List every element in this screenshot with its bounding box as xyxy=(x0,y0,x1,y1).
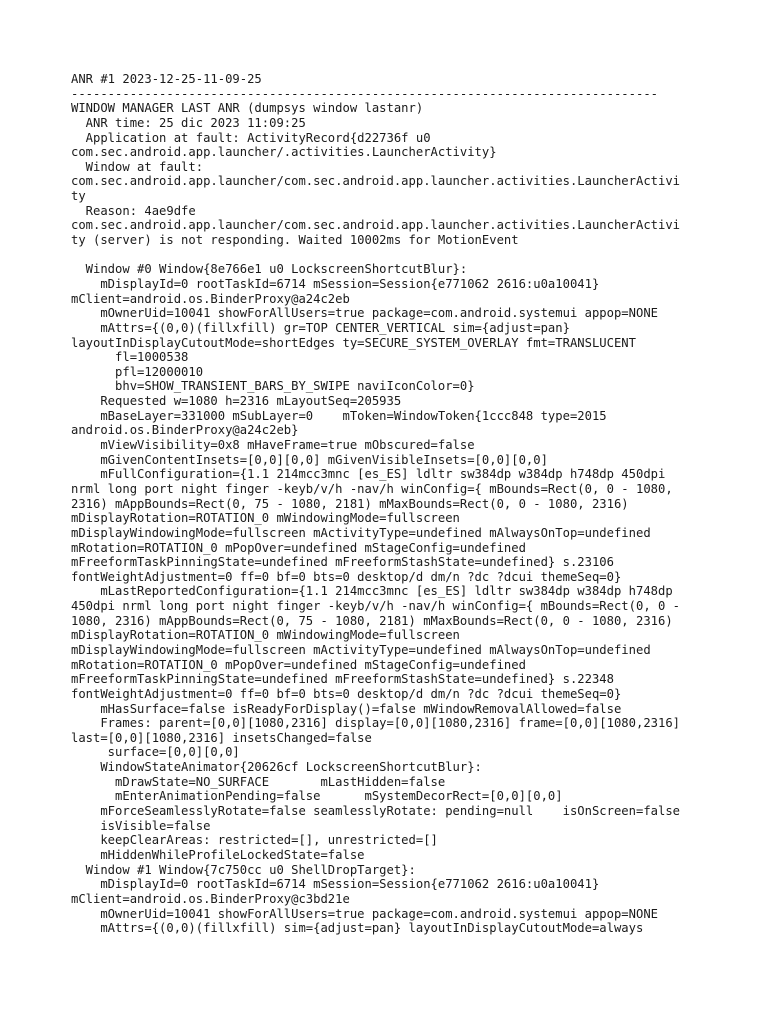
doc-line: mDisplayWindowingMode=fullscreen mActivityType=undefined mAlwaysOnTop=undefined xyxy=(71,642,651,657)
doc-line: mDisplayRotation=ROTATION_0 mWindowingMode=fullscreen xyxy=(71,628,460,643)
doc-line: mClient=android.os.BinderProxy@c3bd21e xyxy=(71,891,350,906)
doc-line: mDisplayRotation=ROTATION_0 mWindowingMode=fullscreen xyxy=(71,511,460,526)
doc-line: Frames: parent=[0,0][1080,2316] display=[0,0][1080,2316] frame=[0,0][1080,2316] xyxy=(71,716,681,731)
doc-line: mEnterAnimationPending=false mSystemDecorRect=[0,0][0,0] xyxy=(71,789,563,804)
doc-line: WINDOW MANAGER LAST ANR (dumpsys window lastanr) xyxy=(71,101,424,116)
doc-line: 1080, 2316) mAppBounds=Rect(0, 75 - 1080, 2181) mMaxBounds=Rect(0, 0 - 1080, 2316) xyxy=(71,613,673,628)
doc-line: mFreeformTaskPinningState=undefined mFreeformStashState=undefined} s.22348 xyxy=(71,672,614,687)
doc-line: android.os.BinderProxy@a24c2eb} xyxy=(71,423,299,438)
doc-line: ANR #1 2023-12-25-11-09-25 xyxy=(71,72,262,86)
doc-line: Reason: 4ae9dfe xyxy=(71,203,196,218)
doc-line: fontWeightAdjustment=0 ff=0 bf=0 bts=0 desktop/d dm/n ?dc ?dcui themeSeq=0} xyxy=(71,569,622,584)
doc-line: mDrawState=NO_SURFACE mLastHidden=false xyxy=(71,774,446,789)
doc-line: mGivenContentInsets=[0,0][0,0] mGivenVisibleInsets=[0,0][0,0] xyxy=(71,452,548,467)
doc-line: mLastReportedConfiguration={1.1 214mcc3mnc [es_ES] ldltr sw384dp w384dp h748dp xyxy=(71,584,673,599)
doc-line: mOwnerUid=10041 showForAllUsers=true package=com.android.systemui appop=NONE xyxy=(71,906,658,921)
doc-line: last=[0,0][1080,2316] insetsChanged=false xyxy=(71,730,372,745)
doc-line: mClient=android.os.BinderProxy@a24c2eb xyxy=(71,291,350,306)
doc-line: fl=1000538 xyxy=(71,350,189,365)
doc-line: 2316) mAppBounds=Rect(0, 75 - 1080, 2181) mMaxBounds=Rect(0, 0 - 1080, 2316) xyxy=(71,496,629,511)
doc-line: -------------------------------------------------------------------------------- xyxy=(71,86,658,101)
doc-line: mFullConfiguration={1.1 214mcc3mnc [es_ES] ldltr sw384dp w384dp h748dp 450dpi xyxy=(71,467,666,482)
doc-line xyxy=(71,248,761,263)
doc-line: mOwnerUid=10041 showForAllUsers=true package=com.android.systemui appop=NONE xyxy=(71,306,658,321)
doc-line: mRotation=ROTATION_0 mPopOver=undefined mStageConfig=undefined xyxy=(71,540,526,555)
doc-line: mBaseLayer=331000 mSubLayer=0 mToken=WindowToken{1ccc848 type=2015 xyxy=(71,408,607,423)
doc-line: layoutInDisplayCutoutMode=shortEdges ty=SECURE_SYSTEM_OVERLAY fmt=TRANSLUCENT xyxy=(71,335,636,350)
doc-line: fontWeightAdjustment=0 ff=0 bf=0 bts=0 desktop/d dm/n ?dc ?dcui themeSeq=0} xyxy=(71,686,622,701)
doc-line: keepClearAreas: restricted=[], unrestricted=[] xyxy=(71,833,438,848)
doc-line: Window #1 Window{7c750cc u0 ShellDropTarget}: xyxy=(71,862,416,877)
doc-line: mFreeformTaskPinningState=undefined mFreeformStashState=undefined} s.23106 xyxy=(71,555,614,570)
doc-line: mRotation=ROTATION_0 mPopOver=undefined mStageConfig=undefined xyxy=(71,657,526,672)
doc-line: bhv=SHOW_TRANSIENT_BARS_BY_SWIPE naviIconColor=0} xyxy=(71,379,475,394)
doc-line: mDisplayId=0 rootTaskId=6714 mSession=Session{e771062 2616:u0a10041} xyxy=(71,877,600,892)
doc-line: WindowStateAnimator{20626cf LockscreenShortcutBlur}: xyxy=(71,760,482,775)
doc-line: com.sec.android.app.launcher/.activities.LauncherActivity} xyxy=(71,145,497,160)
doc-line: mForceSeamlesslyRotate=false seamlesslyRotate: pending=null isOnScreen=false xyxy=(71,804,681,819)
doc-line: mAttrs={(0,0)(fillxfill) gr=TOP CENTER_VERTICAL sim={adjust=pan} xyxy=(71,320,570,335)
doc-line: ANR time: 25 dic 2023 11:09:25 xyxy=(71,115,306,130)
doc-line: Application at fault: ActivityRecord{d22736f u0 xyxy=(71,130,431,145)
doc-line: Window at fault: xyxy=(71,159,204,174)
doc-line: 450dpi nrml long port night finger -keyb/v/h -nav/h winConfig={ mBounds=Rect(0, 0 - xyxy=(71,599,681,614)
doc-line: mHiddenWhileProfileLockedState=false xyxy=(71,847,365,862)
doc-line: mHasSurface=false isReadyForDisplay()=false mWindowRemovalAllowed=false xyxy=(71,701,622,716)
doc-line: com.sec.android.app.launcher/com.sec.android.app.launcher.activities.LauncherActivi xyxy=(71,218,681,233)
doc-line: surface=[0,0][0,0] xyxy=(71,745,240,760)
doc-line: com.sec.android.app.launcher/com.sec.android.app.launcher.activities.LauncherActivi xyxy=(71,174,681,189)
doc-line: Requested w=1080 h=2316 mLayoutSeq=205935 xyxy=(71,394,402,409)
doc-line: ty xyxy=(71,189,86,204)
doc-line: mAttrs={(0,0)(fillxfill) sim={adjust=pan} layoutInDisplayCutoutMode=always xyxy=(71,921,644,936)
document-page xyxy=(71,72,761,936)
doc-line: pfl=12000010 xyxy=(71,364,204,379)
doc-line: mDisplayWindowingMode=fullscreen mActivityType=undefined mAlwaysOnTop=undefined xyxy=(71,525,651,540)
doc-line: Window #0 Window{8e766e1 u0 LockscreenShortcutBlur}: xyxy=(71,262,468,277)
doc-line: mViewVisibility=0x8 mHaveFrame=true mObscured=false xyxy=(71,438,475,453)
doc-line: nrml long port night finger -keyb/v/h -nav/h winConfig={ mBounds=Rect(0, 0 - 1080, xyxy=(71,481,673,496)
doc-line: mDisplayId=0 rootTaskId=6714 mSession=Session{e771062 2616:u0a10041} xyxy=(71,276,600,291)
doc-line: isVisible=false xyxy=(71,818,211,833)
doc-line: ty (server) is not responding. Waited 10002ms for MotionEvent xyxy=(71,233,519,248)
